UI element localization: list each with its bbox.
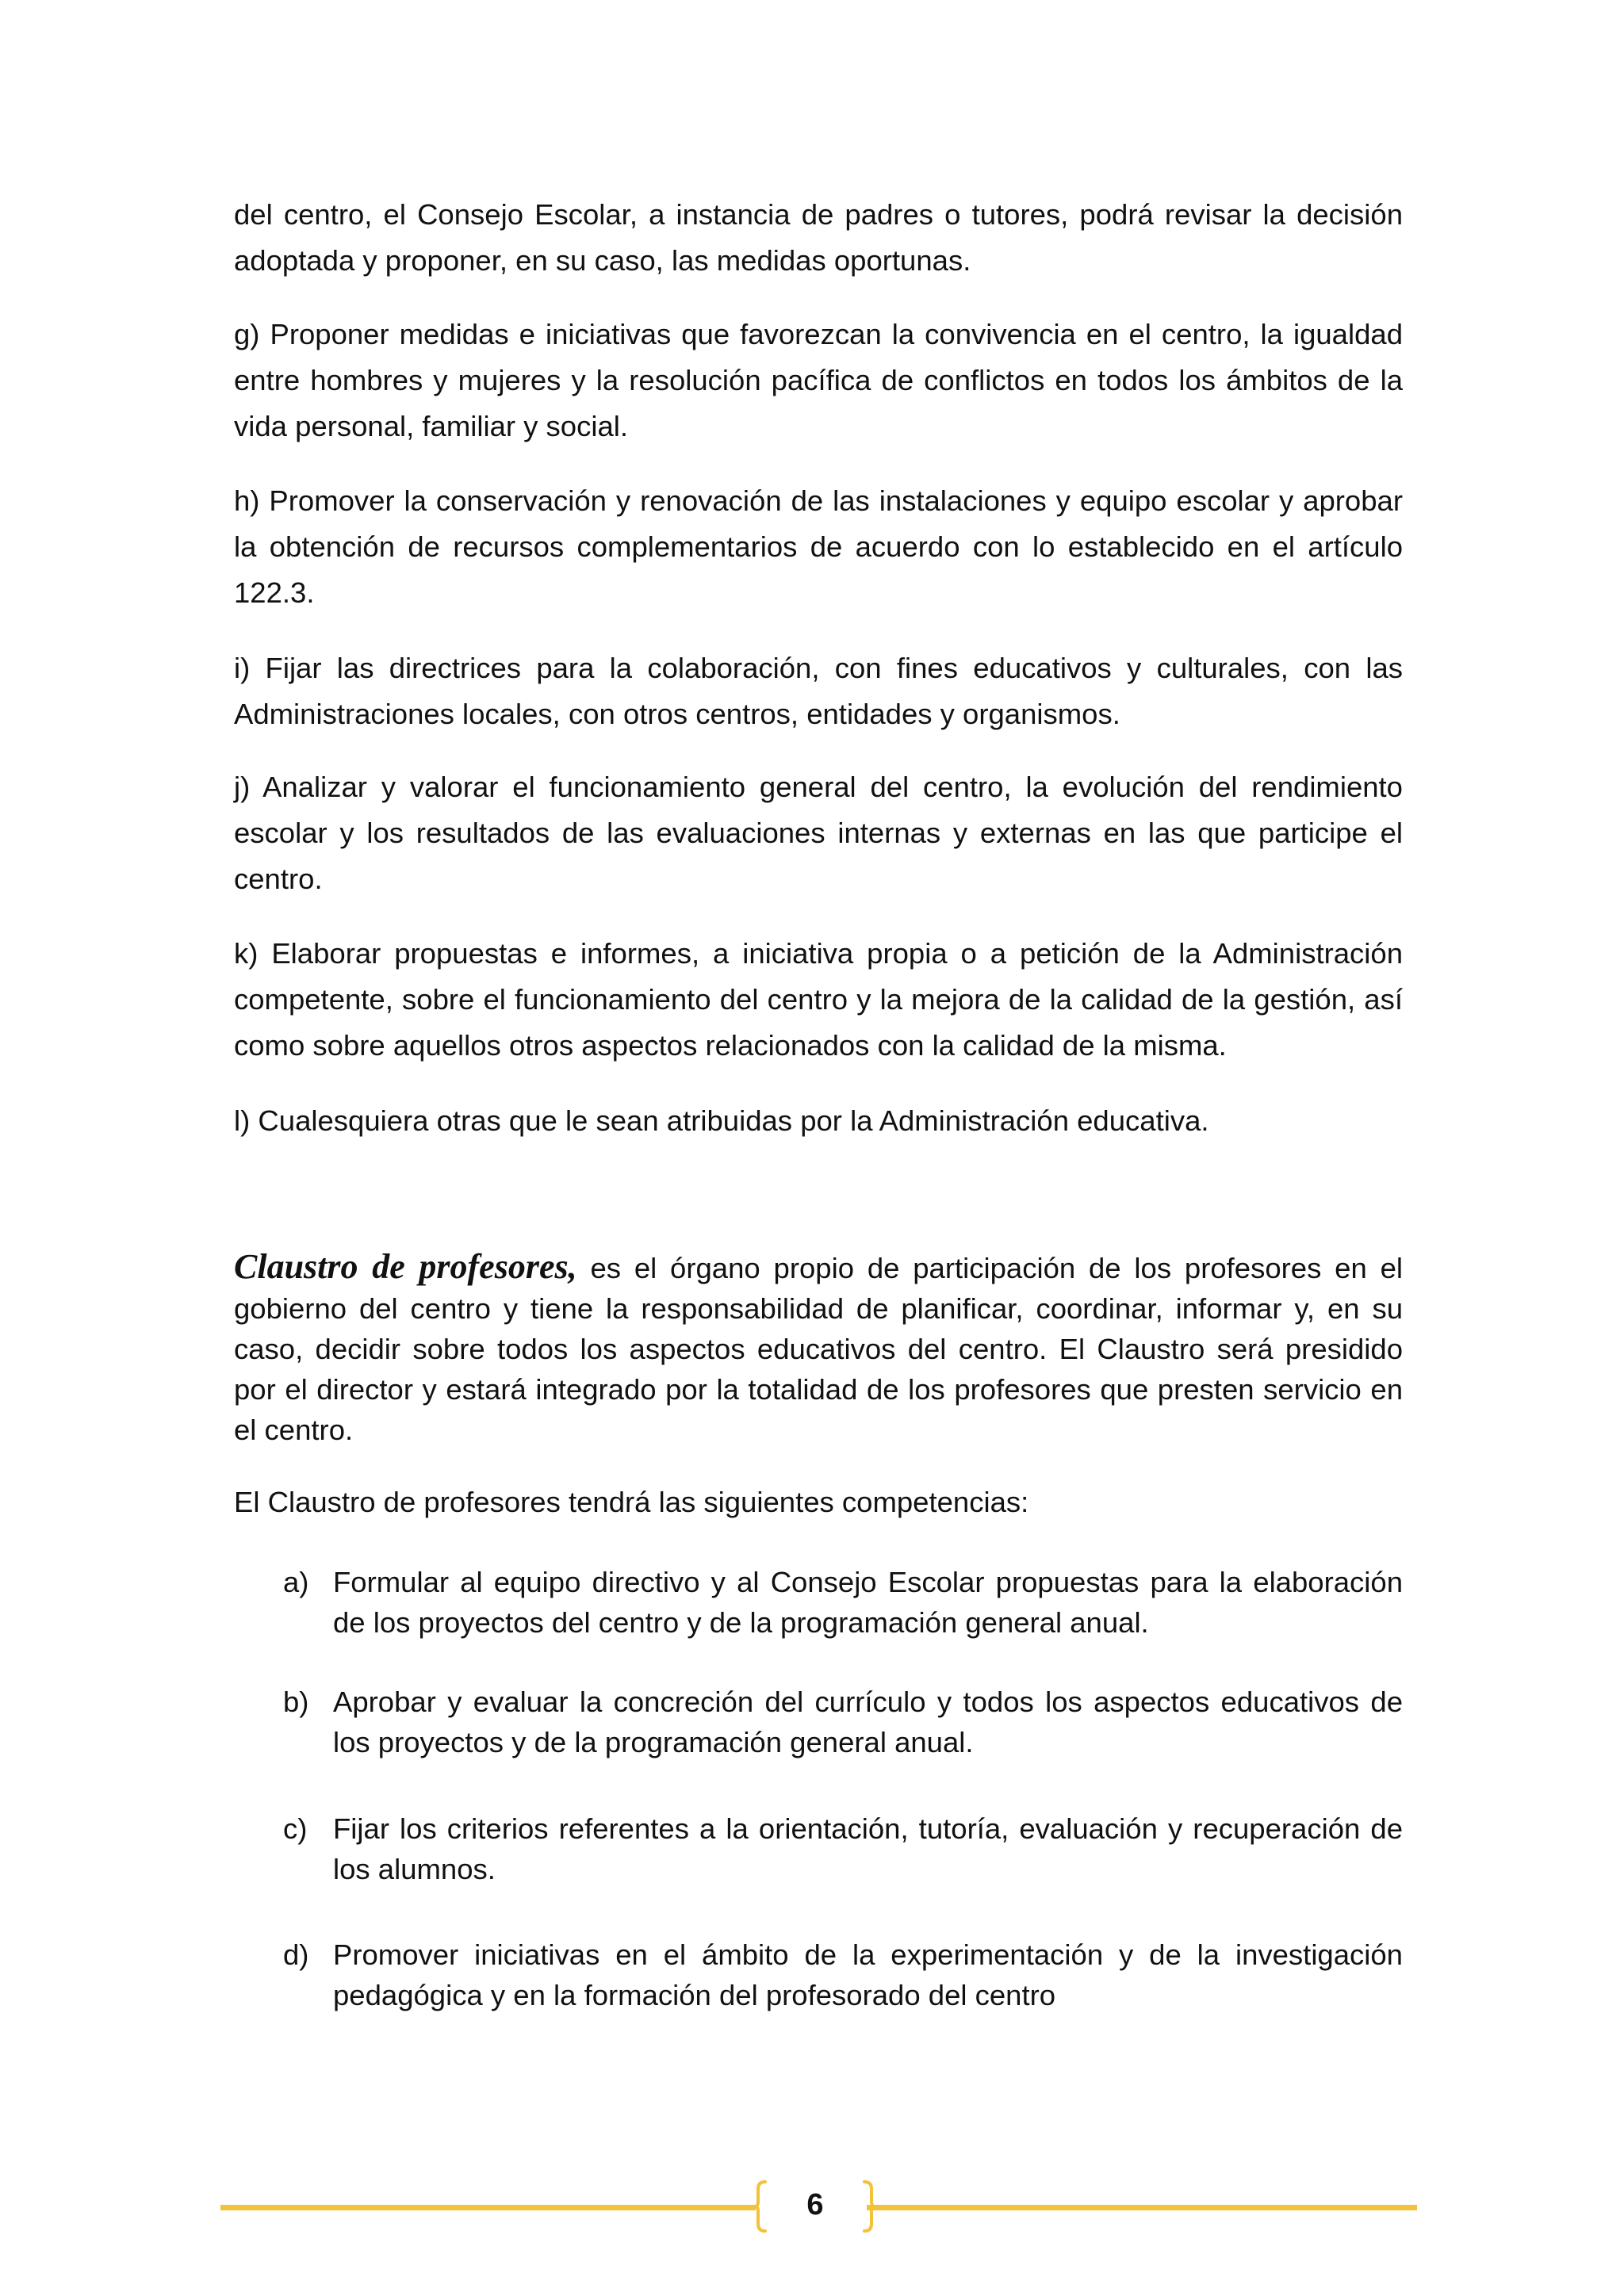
paragraph-text: i) Fijar las directrices para la colaboración, con fines educativos y culturales, con las Administraciones locales, con otros centros, entidades y organismos. [234,652,1403,730]
paragraph-g [234,312,1403,450]
list-item-text: Aprobar y evaluar la concreción del currículo y todos los aspectos educativos de los proyectos y de la programación general anual. [333,1686,1403,1758]
list-marker: c) [283,1812,308,1845]
paragraph-k [234,931,1403,1069]
paragraph-l [234,1098,1403,1144]
paragraph-continuation [234,192,1403,284]
paragraph-h [234,478,1403,616]
list-marker: d) [283,1938,309,1971]
claustro-paragraph [234,1246,1403,1450]
left-brace-icon [753,2179,768,2233]
list-item-d [283,1934,1403,2015]
claustro-heading: Claustro de profesores, [234,1247,577,1286]
list-item-a [283,1562,1403,1643]
paragraph-i [234,645,1403,737]
list-marker: b) [283,1686,309,1718]
list-marker: a) [283,1566,309,1598]
footer-rule-right [867,2205,1417,2210]
footer-rule-left [220,2205,756,2210]
list-item-text: Fijar los criterios referentes a la orientación, tutoría, evaluación y recuperación de los alumnos. [333,1812,1403,1885]
paragraph-text: l) Cualesquiera otras que le sean atribuidas por la Administración educativa. [234,1104,1209,1137]
list-item-text: Formular al equipo directivo y al Consejo Escolar propuestas para la elaboración de los proyectos del centro y de la programación general anual. [333,1566,1403,1639]
claustro-intro [234,1482,1403,1522]
claustro-description: es el órgano propio de participación de los profesores en el gobierno del centro y tiene la responsabilidad de planificar, coordinar, informar y, en su caso, decidir sobre todos los aspectos educativos del centro. El Claustro será presidido por el director y estará integrado por la totalidad de los profesores que presten servicio en el centro. [234,1252,1404,1446]
list-item-c [283,1808,1403,1889]
paragraph-text: g) Proponer medidas e iniciativas que favorezcan la convivencia en el centro, la igualdad entre hombres y mujeres y la resolución pacífica de conflictos en todos los ámbitos de la vida personal, familiar y social. [234,318,1403,442]
paragraph-text: del centro, el Consejo Escolar, a instancia de padres o tutores, podrá revisar la decisión adoptada y proponer, en su caso, las medidas oportunas. [234,198,1403,277]
right-brace-icon [862,2179,876,2233]
list-item-text: Promover iniciativas en el ámbito de la experimentación y de la investigación pedagógica y en la formación del profesorado del centro [333,1938,1403,2011]
list-item-b [283,1682,1403,1762]
paragraph-j [234,764,1403,902]
paragraph-text: k) Elaborar propuestas e informes, a iniciativa propia o a petición de la Administración competente, sobre el funcionamiento del centro y la mejora de la calidad de la gestión, así como sobre aquellos otros aspectos relacionados con la calidad de la misma. [234,937,1403,1062]
claustro-intro-text: El Claustro de profesores tendrá las siguientes competencias: [234,1486,1029,1518]
paragraph-text: j) Analizar y valorar el funcionamiento general del centro, la evolución del rendimiento escolar y los resultados de las evaluaciones internas y externas en las que participe el centro. [234,771,1403,895]
page-number: 6 [806,2188,824,2221]
claustro-section [234,1246,1403,1450]
paragraph-text: h) Promover la conservación y renovación de las instalaciones y equipo escolar y aprobar la obtención de recursos complementarios de acuerdo con lo establecido en el artículo 122.3. [234,484,1403,609]
